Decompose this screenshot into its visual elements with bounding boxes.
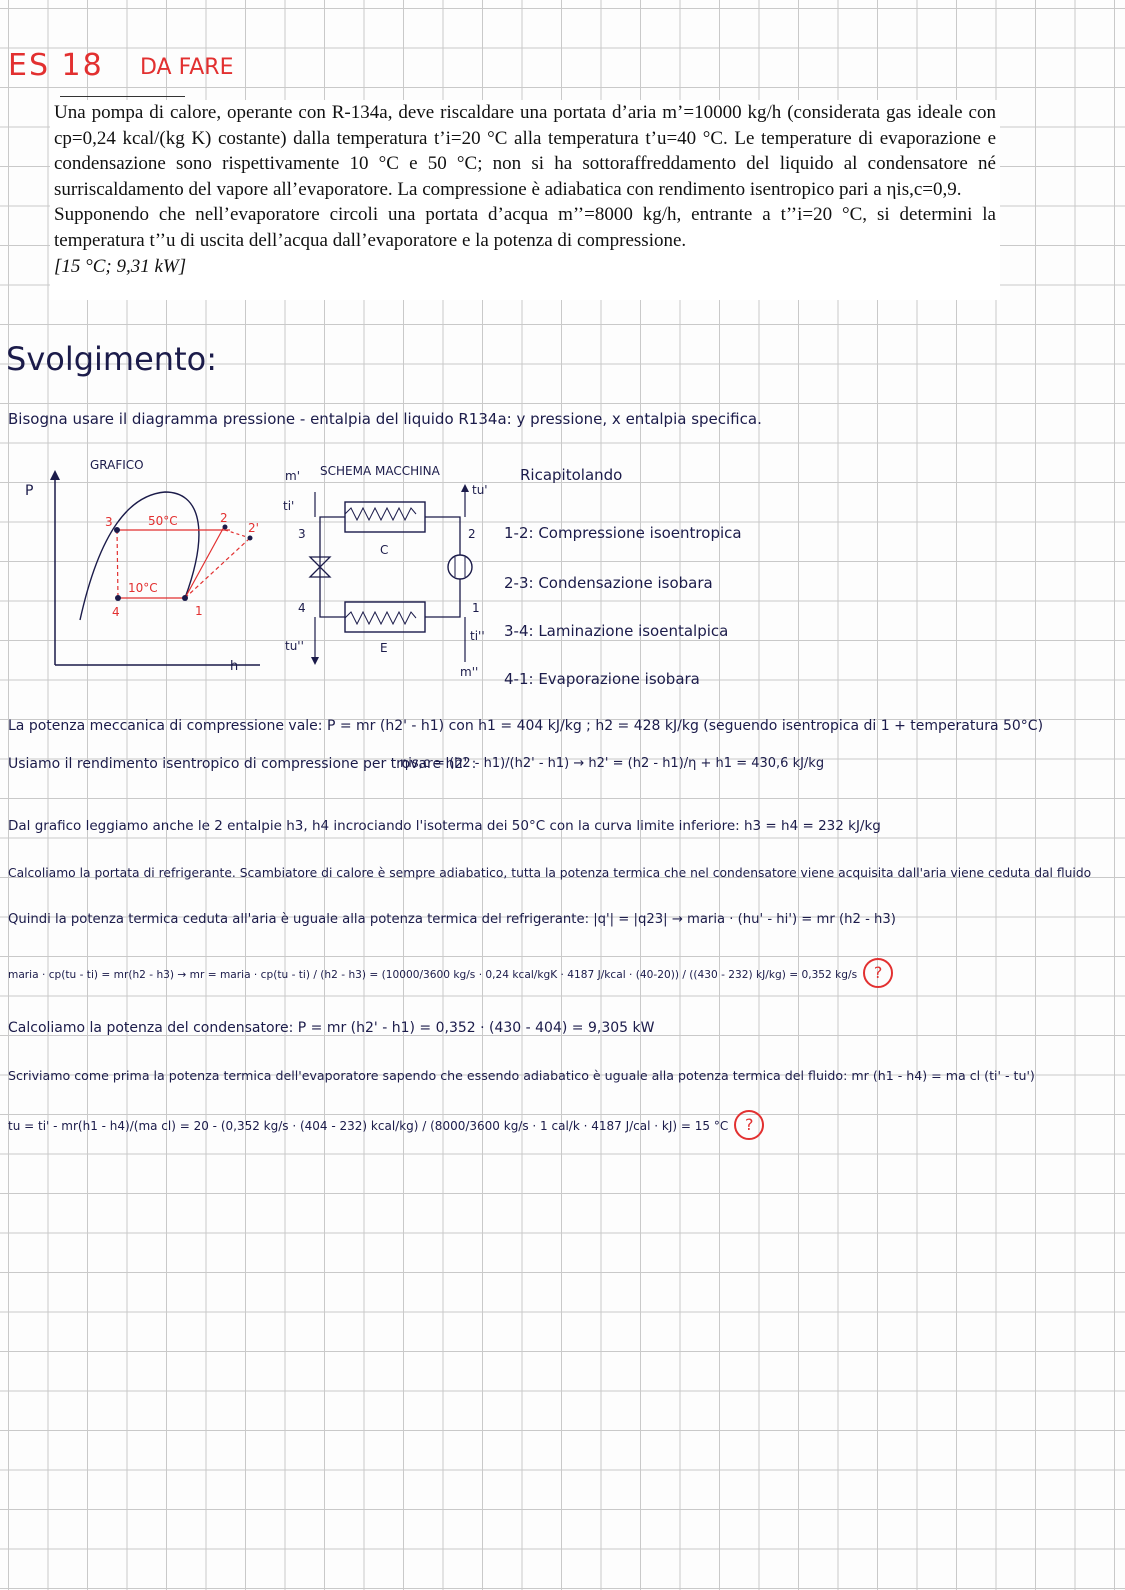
label-m-water: m'' — [460, 665, 479, 679]
label-node-1: 1 — [472, 601, 480, 615]
temp-cond-label: 50°C — [148, 514, 178, 528]
temp-evap-label: 10°C — [128, 581, 158, 595]
ph-diagram — [20, 470, 270, 685]
problem-statement — [50, 100, 1000, 300]
recap-step-1: 1-2: Compressione isoentropica — [504, 524, 742, 542]
point-3: 3 — [105, 515, 113, 529]
problem-answer: [15 °C; 9,31 kW] — [54, 255, 187, 277]
formula-tu — [8, 1110, 764, 1140]
formula-mr-text: maria · cp(tu - ti) = mr(h2 - h3) → mr = maria · cp(tu - ti) / (h2 - h3) = (10000/3600 kg/s · 0,24 kcal/kgK · 4187 J/kcal · (40-20)) / ((430 - 232) kJ/kg) = 0,352 kg/s — [8, 969, 858, 981]
line-evaporator-power: Scriviamo come prima la potenza termica dell'evaporatore sapendo che essendo adiabatico è uguale alla potenza termica del fluido: mr (h1 - h4) = ma cl (ti' - tu') — [8, 1068, 1035, 1083]
divider — [60, 96, 185, 97]
intro-line: Bisogna usare il diagramma pressione - entalpia del liquido R134a: y pressione, x entalpia specifica. — [8, 410, 762, 428]
question-mark-icon: ? — [734, 1110, 764, 1140]
solution-heading: Svolgimento: — [6, 340, 217, 378]
point-1: 1 — [195, 604, 203, 618]
label-condenser: C — [380, 543, 389, 557]
schema-label: SCHEMA MACCHINA — [320, 464, 440, 478]
formula-tu-text: tu = ti' - mr(h1 - h4)/(ma cl) = 20 - (0,352 kg/s · (404 - 232) kcal/kg) / (8000/3600 kg/s · 1 cal/k · 4187 J/cal · kJ) = 15 °C — [8, 1119, 729, 1133]
line-refrigerant-flow: Calcoliamo la portata di refrigerante. Scambiatore di calore è sempre adiabatico, tutta la potenza termica che nel condensatore viene acquisita dall'aria viene ceduta dal fluido — [8, 866, 1092, 880]
label-m-air: m' — [285, 469, 300, 483]
label-tu-air: tu' — [472, 483, 488, 497]
label-node-4: 4 — [298, 601, 306, 615]
exercise-number: ES 18 — [8, 48, 104, 83]
formula-h2-prime: ηis,c = (h2 - h1)/(h2' - h1) → h2' = (h2 - h1)/η + h1 = 430,6 kJ/kg — [400, 756, 825, 771]
label-node-2: 2 — [468, 527, 476, 541]
point-2: 2 — [220, 511, 228, 525]
label-evaporator: E — [380, 641, 388, 655]
formula-mr — [8, 958, 893, 988]
recap-title: Ricapitolando — [520, 466, 623, 484]
machine-schema — [280, 462, 510, 682]
point-4: 4 — [112, 605, 120, 619]
label-ti-water: ti'' — [470, 629, 485, 643]
point-2-prime: 2' — [248, 521, 259, 535]
label-ti-air: ti' — [283, 499, 295, 513]
todo-label: DA FARE — [140, 55, 234, 80]
line-isentropic-eff: Usiamo il rendimento isentropico di compressione per trovare h2' : — [8, 756, 477, 772]
label-node-3: 3 — [298, 527, 306, 541]
line-heat-balance: Quindi la potenza termica ceduta all'aria è uguale alla potenza termica del refrigerante: |q'| = |q23| → maria · (hu' - hi') = mr (h2 - h3) — [8, 912, 896, 927]
line-h3-h4: Dal grafico leggiamo anche le 2 entalpie h3, h4 incrociando l'isoterma dei 50°C con la curva limite inferiore: h3 = h4 = 232 kJ/kg — [8, 818, 881, 834]
problem-paragraph-2: Supponendo che nell’evaporatore circoli una portata d’acqua m’’=8000 kg/h, entrante a t’’i=20 °C, si determini la temperatura t’’u di uscita dell’acqua dall’evaporatore e la potenza di compressione. — [54, 204, 996, 251]
axis-h-label: h — [230, 659, 239, 674]
question-mark-icon: ? — [863, 958, 893, 988]
axis-p-label: P — [25, 483, 34, 499]
graph-label: GRAFICO — [90, 458, 144, 472]
recap-step-4: 4-1: Evaporazione isobara — [504, 670, 700, 688]
recap-step-2: 2-3: Condensazione isobara — [504, 574, 713, 592]
line-compression-power: La potenza meccanica di compressione vale: P = mr (h2' - h1) con h1 = 404 kJ/kg ; h2 = 428 kJ/kg (seguendo isentropica di 1 + temperatura 50°C) — [8, 718, 1044, 734]
recap-step-3: 3-4: Laminazione isoentalpica — [504, 622, 729, 640]
label-tu-water: tu'' — [285, 639, 304, 653]
line-condenser-power: Calcoliamo la potenza del condensatore: P = mr (h2' - h1) = 0,352 · (430 - 404) = 9,305 kW — [8, 1020, 655, 1036]
problem-paragraph-1: Una pompa di calore, operante con R-134a, deve riscaldare una portata d’aria m’=10000 kg/h (considerata gas ideale con cp=0,24 kcal/(kg K) costante) dalla temperatura t’i=20 °C alla temperatura t’u=40 °C. Le temperature di evaporazione e condensazione sono rispettivamente 10 °C e 50 °C; non si ha sottoraffreddamento del liquido al condensatore né surriscaldamento del vapore all’evaporatore. La compressione è adiabatica con rendimento isentropico pari a ηis,c=0,9. — [54, 102, 996, 200]
